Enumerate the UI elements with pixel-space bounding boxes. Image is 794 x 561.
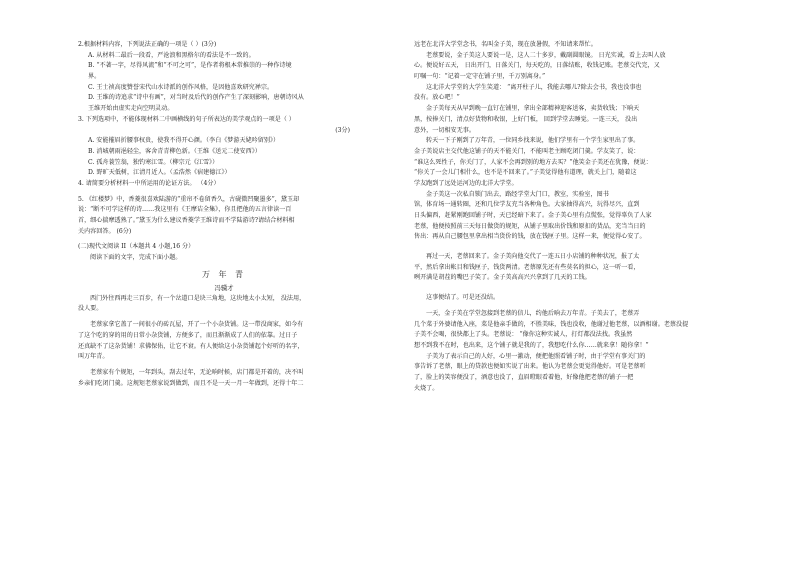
- q2-option-c: C. 王士祯高度赞誉宋代山水诗派的创作风格，是因他喜欢研究禅宗。: [88, 83, 274, 91]
- q3-option-a: A. 安能摧眉折腰事权贵，使我不得开心颜。（李白《梦游天姥吟留别》）: [88, 137, 280, 145]
- question-5-line-4: 关内容回答。 (6分): [78, 227, 132, 235]
- story-paragraph-line: 还真缺不了这杂货铺！求佛保佑，让它不衰。有人便给这小杂货铺起个好听的名字，: [78, 342, 304, 350]
- story-paragraph-line: 几个菜于外婆请他入座，菜是他亲手做的，不胜美味，钱也没收，他谢过他老蔡，以酒相谢。老蔡没提: [414, 320, 689, 328]
- q2-option-d: D. 王维的诗追求“诗中有画”，对当时及后代的创作产生了深刻影响，唐朝诗风从: [88, 94, 304, 102]
- question-4: 4. 请简要分析材料一中所运用的论证方法。 （4分）: [78, 179, 220, 187]
- question-5-line-1: 5. 《红楼梦》中，香菱很喜欢陆游的“重帘不卷留香久，古砚微凹聚墨多”，黛玉却: [78, 195, 300, 203]
- q2-option-d-cont: 王维开始由虚实走向空明灵动。: [88, 105, 174, 113]
- story-paragraph-line: 售出：再从自己腰包里拿出相当货价的钱，放在钱匣子里。这样一来，便觉得心安了。: [414, 233, 646, 241]
- question-5-line-3: 首，细心揣摩透熟了。”黛玉为什么建议香菱学王维诗而不学陆游诗?请结合材料相: [78, 217, 295, 224]
- story-paragraph-line: 金子美说店主交代他这铺子的天不能关门，不能叫老主顾吃闭门羹。学友笑了，说：: [414, 147, 640, 155]
- question-3-score: (3分): [335, 126, 350, 134]
- q2-option-b-cont: 界。: [88, 73, 101, 81]
- story-paragraph-line: 一天，金子美在学堂忽接到老蔡的信儿，约他后晌去万年青。子美去了，老蔡弄: [426, 309, 640, 317]
- spacer: [414, 284, 707, 293]
- reading-instruction: 阅读下面的文字，完成下面小题。: [90, 254, 182, 262]
- story-paragraph-line: 了，脸上的笑容便没了，酒意也没了，直眉瞪眼看着他，好像他把老蔡的铺子一把: [414, 373, 634, 381]
- story-paragraph-line: 叮嘱一句：“记着一定守在铺子里，千万别离身。”: [414, 73, 546, 81]
- story-paragraph-line: 黑，按捧关门，清点好货物和收银，上好门板， 回到学堂去睡觉。一连三天， 没出: [414, 115, 638, 123]
- story-paragraph-line: 金子美每天从早到晚一直钉在铺里，拿出全部精神迎客送客，卖货收钱；下晌天: [426, 105, 640, 113]
- story-paragraph-line: 没人要。: [78, 305, 103, 313]
- story-paragraph-line: “谁这么死性子，你关门了，人家不会再到别的地方去买？”他笑金子美还在犹豫，便说：: [414, 158, 652, 166]
- story-paragraph-line: 学友跑到了远处运河边的北洋大学堂。: [414, 179, 518, 187]
- q3-option-b: B. 消城朝雨浥轻尘，客舍青青柳色新。（王维《送元二使安西》）: [88, 147, 261, 155]
- left-column: [78, 40, 370, 389]
- section-heading: (二)现代文阅读 II（本题共 4 小题,16 分）: [78, 243, 195, 251]
- q2-option-b: B. “不著一字，尽得风流”和“不可之可”，是作者将根本常推崇的一种作诗境: [88, 62, 292, 70]
- story-paragraph-line: 火烧了。: [414, 384, 439, 392]
- story-author: 冯骥才: [214, 283, 234, 292]
- story-paragraph-line: 子美不会喝，很快都上了头。老蔡说： “像你这种实诚人，打灯都没法找。我虽然: [414, 331, 633, 339]
- story-paragraph-line: 心。便说好五天， 日出开门，日落关门，每天吃的，日落结账，收钱记账。老蔡交代完，又: [414, 62, 660, 70]
- story-paragraph-line: 没有。放心吧！”: [414, 94, 460, 102]
- story-paragraph-line: 西门外往西再走三百步，有一个岔道口是块三角地，这块地太小太短， 没法用，: [90, 294, 306, 302]
- story-paragraph-line: 咧开满是胡茬的嘴巴子笑了。金子美高高兴兴拿到了几天的工钱。: [414, 274, 591, 282]
- story-paragraph-line: 乡亲们吃闭门羹。这规矩老蔡家说到做到，而且不是一天一月一年做到，还得十年二: [78, 379, 304, 387]
- story-paragraph-line: 老蔡，他便按照前三天每日做货的规矩，从铺子里取出价钱和原扣的货品，充当当日的: [414, 222, 646, 230]
- story-paragraph-line: 叫万年青。: [78, 353, 109, 361]
- story-paragraph-line: 事告诉了老蔡，眼上的贷款也便如实说了出来。他认为老蔡会更觉得他好。可是老蔡听: [414, 363, 646, 371]
- story-paragraph-line: 这事便结了。可是还没结。: [426, 294, 500, 302]
- story-paragraph-line: 老蔡要说，金子美这人要说一是，这人二十多岁，戴副圆眼镜。 日光实诚，看上去叫人放: [426, 51, 666, 59]
- story-paragraph-line: 日头偏西，赶紧刚跑回铺子时，天已经暗下来了。金子美心里有点慌张，觉得辜负了人家: [414, 212, 652, 219]
- story-paragraph-line: 远老在北洋大学堂念书，名叫金子美，现在放暑假，不知请来帮忙。: [414, 41, 597, 48]
- story-paragraph-line: 了这个吃的穿的用的日常小杂货铺，方便多了，而且渐渐成了人们的依靠。过日子: [78, 331, 298, 339]
- question-3-stem: 3. 下列选项中，不能体现材料二中画横线的句子所表达的美学观点的一项是（ ）: [78, 115, 295, 123]
- q2-option-a: A. 从材料二最后一段看，严沧浪和黑格尔的看法是不一致的。: [88, 51, 255, 59]
- story-paragraph-line: 金子美这一次私自锁门出去，路经学堂大门口，教室，实验室，图书: [426, 190, 609, 198]
- question-2-stem: 2.根据材料内容，下列说法正确的一项是（ ）(3分): [78, 41, 217, 48]
- right-column: [414, 40, 707, 394]
- q3-option-d: D. 野旷天低树，江清月近人。（孟浩然《宿建德江》）: [88, 169, 231, 177]
- story-paragraph-line: 再过一天，老蔡回来了。金子美向他交代了一连五日小店铺的种种状况，报了太: [426, 253, 640, 261]
- story-paragraph-line: 子美为了表示自己的人好，心里一激动，便把他照看铺子时，由于学堂有事关门的: [426, 352, 646, 360]
- q3-option-c: C. 孤舟蓑笠翁，独钓寒江雪。（柳宗元《江雪》）: [88, 158, 219, 166]
- story-paragraph-line: 转天一下子刚到了万年青，一位同乡找来说，他们学里有一个学生家里出了事。: [426, 137, 640, 145]
- story-paragraph-line: “你关了一会儿门相什么，也不是不回来了。”子美觉得他有道理，就关上门，随着这: [414, 169, 637, 177]
- story-paragraph-line: 意外，一切相安无事。: [414, 126, 475, 134]
- story-paragraph-line: 老蔡家拿它盖了一间很小的砖瓦屋，开了一个小杂货铺。这一带没商家，如今有: [90, 321, 304, 329]
- question-5-line-2: 说：“断不可学这样的诗……我这里有《王摩诘全集》，你且把他的五言律读一百: [78, 206, 292, 214]
- story-paragraph-line: 这北洋大学堂的大学生笑道： “离开柱子儿，我能去哪儿?除去会书，我也没事也: [426, 83, 642, 91]
- story-paragraph-line: 平，然后拿出帐目和钱匣子，钱货两清。老蔡原先还有些莫名的担心，这一听一看，: [414, 263, 640, 271]
- story-paragraph-line: 老蔡家有个规矩，一年到头，刮去过年，无论晌时候，店门都是开着的，决不叫: [90, 368, 304, 376]
- spacer: [414, 243, 707, 252]
- story-paragraph-line: 馆，体育场一通转圈，还和几位学友充当各种角色。大家抽得高兴，玩得尽兴，直到: [414, 201, 640, 209]
- story-paragraph-line: 想不到我不在时，也出来，这个铺子就是我的了，我想吃什么你……就来拿！随你拿！”: [414, 341, 649, 349]
- story-title: 万 年 青: [201, 269, 247, 279]
